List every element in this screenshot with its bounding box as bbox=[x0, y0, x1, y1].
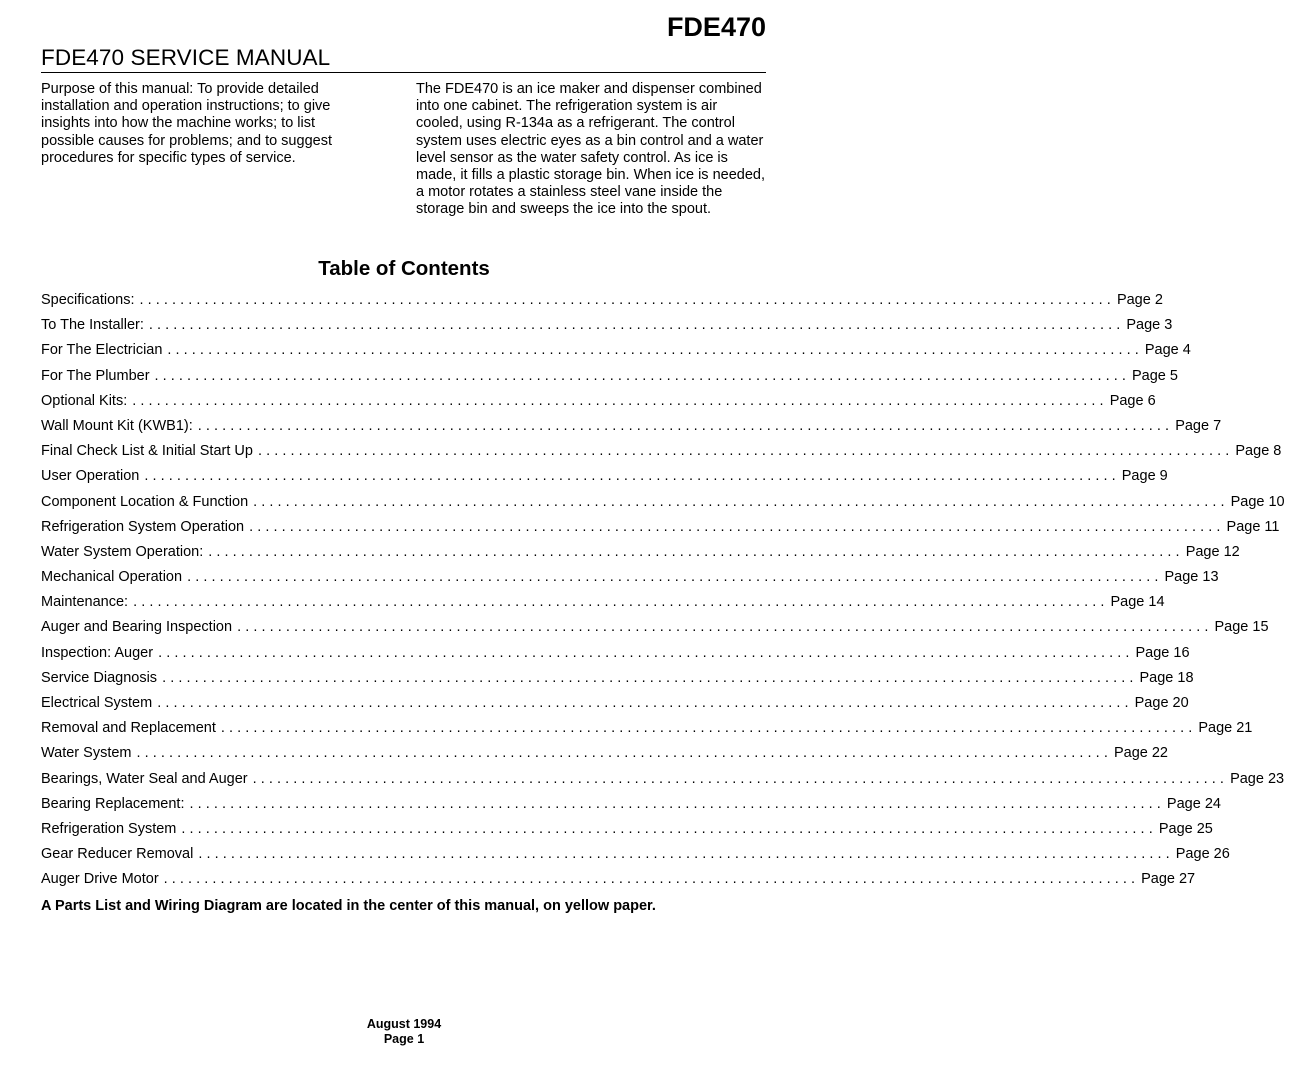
dot-leader: ........................................................................................................................ bbox=[181, 820, 1157, 837]
dot-leader: ........................................................................................................................ bbox=[148, 317, 1125, 334]
toc-entry-page: Page 26 bbox=[1174, 842, 1234, 867]
toc-entry-label: Optional Kits: bbox=[41, 389, 129, 414]
toc-entry-page: Page 14 bbox=[1109, 590, 1169, 615]
toc-entry[interactable] bbox=[41, 641, 1190, 666]
toc-entry-label: Auger Drive Motor bbox=[41, 867, 161, 892]
toc-entry-page: Page 20 bbox=[1133, 691, 1193, 716]
toc-entry-label: Auger and Bearing Inspection bbox=[41, 615, 234, 640]
toc-entry-label: For The Plumber bbox=[41, 364, 152, 389]
dot-leader: ........................................................................................................................ bbox=[237, 619, 1213, 636]
toc-entry[interactable] bbox=[41, 716, 1253, 741]
toc-entry[interactable] bbox=[41, 590, 1165, 615]
dot-leader: ........................................................................................................................ bbox=[220, 720, 1197, 737]
toc-entry-label: Specifications: bbox=[41, 288, 137, 313]
toc-entry-label: User Operation bbox=[41, 464, 141, 489]
title-block bbox=[41, 45, 766, 73]
dot-leader: ........................................................................................................................ bbox=[252, 770, 1229, 787]
page-number: Page 1 bbox=[383, 1032, 425, 1046]
toc-entry[interactable] bbox=[41, 666, 1194, 691]
toc-entry-label: Gear Reducer Removal bbox=[41, 842, 195, 867]
toc-entry-page: Page 25 bbox=[1157, 817, 1217, 842]
toc-entry-page: Page 27 bbox=[1139, 867, 1199, 892]
toc-heading: Table of Contents bbox=[318, 257, 490, 280]
toc-entry[interactable] bbox=[41, 389, 1156, 414]
dot-leader: ........................................................................................................................ bbox=[187, 569, 1163, 586]
toc-entry-page: Page 23 bbox=[1228, 767, 1288, 792]
toc-entry-page: Page 2 bbox=[1115, 288, 1175, 313]
toc-entry-label: Water System Operation: bbox=[41, 540, 205, 565]
page-footer bbox=[0, 1017, 808, 1047]
dot-leader: ........................................................................................................................ bbox=[157, 695, 1133, 711]
description-paragraph: The FDE470 is an ice maker and dispenser combined into one cabinet. The refrigeration system is air cooled, using R-134a as a refrigerant. The control system uses electric eyes as a bin control and a water level sensor as the water safety control. As ice is made, it fills a plastic storage bin. When ice is needed, a motor rotates a stainless steel vane inside the storage bin and sweeps the ice into the spout. bbox=[416, 81, 765, 218]
toc-entry-label: Bearings, Water Seal and Auger bbox=[41, 767, 250, 792]
dot-leader: ........................................................................................................................ bbox=[154, 367, 1130, 384]
dot-leader: ........................................................................................................................ bbox=[162, 669, 1138, 686]
dot-leader: ........................................................................................................................ bbox=[197, 417, 1174, 434]
dot-leader: ........................................................................................................................ bbox=[158, 644, 1134, 661]
toc-entry[interactable] bbox=[41, 439, 1282, 464]
toc-entry-page: Page 5 bbox=[1130, 364, 1190, 389]
toc-entry-page: Page 10 bbox=[1229, 490, 1289, 515]
toc-entry[interactable] bbox=[41, 540, 1240, 565]
dot-leader: ........................................................................................................................ bbox=[198, 846, 1174, 863]
toc-entry-label: Mechanical Operation bbox=[41, 565, 184, 590]
toc-entry-page: Page 7 bbox=[1173, 414, 1233, 439]
toc-entry[interactable] bbox=[41, 414, 1222, 439]
purpose-paragraph: Purpose of this manual: To provide detailed installation and operation instructions; to give insights into how the machine works; to list possible causes for problems; and to suggest procedures for specific types of service. bbox=[41, 81, 332, 166]
table-of-contents bbox=[41, 288, 1285, 893]
dot-leader: ........................................................................................................................ bbox=[133, 594, 1109, 611]
dot-leader: ........................................................................................................................ bbox=[189, 795, 1165, 812]
toc-entry[interactable] bbox=[41, 817, 1213, 842]
toc-entry-page: Page 12 bbox=[1184, 540, 1244, 565]
toc-entry[interactable] bbox=[41, 767, 1285, 792]
toc-entry-page: Page 8 bbox=[1233, 439, 1293, 464]
toc-entry-page: Page 21 bbox=[1196, 716, 1256, 741]
toc-entry-label: Electrical System bbox=[41, 691, 154, 716]
toc-entry-label: Maintenance: bbox=[41, 590, 130, 615]
toc-entry-label: Removal and Replacement bbox=[41, 716, 218, 741]
dot-leader: ........................................................................................................................ bbox=[208, 543, 1184, 560]
toc-entry[interactable] bbox=[41, 867, 1196, 892]
toc-entry-label: Final Check List & Initial Start Up bbox=[41, 439, 255, 464]
toc-entry-label: Refrigeration System bbox=[41, 817, 178, 842]
parts-list-note: A Parts List and Wiring Diagram are located in the center of this manual, on yellow paper. bbox=[41, 898, 656, 914]
dot-leader: ........................................................................................................................ bbox=[144, 468, 1120, 485]
toc-entry-label: Water System bbox=[41, 741, 134, 766]
toc-entry-label: Inspection: Auger bbox=[41, 641, 155, 666]
toc-entry[interactable] bbox=[41, 741, 1168, 766]
toc-entry-page: Page 24 bbox=[1165, 792, 1225, 817]
dot-leader: ........................................................................................................................ bbox=[253, 493, 1229, 510]
toc-entry-label: Bearing Replacement: bbox=[41, 792, 186, 817]
dot-leader: ........................................................................................................................ bbox=[139, 292, 1115, 308]
toc-entry[interactable] bbox=[41, 691, 1189, 716]
toc-entry[interactable] bbox=[41, 792, 1221, 817]
toc-entry-label: Service Diagnosis bbox=[41, 666, 159, 691]
toc-entry[interactable] bbox=[41, 842, 1230, 867]
toc-entry-label: Wall Mount Kit (KWB1): bbox=[41, 414, 195, 439]
toc-entry[interactable] bbox=[41, 464, 1168, 489]
dot-leader: ........................................................................................................................ bbox=[249, 518, 1225, 535]
toc-entry[interactable] bbox=[41, 490, 1285, 515]
toc-entry[interactable] bbox=[41, 615, 1269, 640]
toc-entry-label: Refrigeration System Operation bbox=[41, 515, 246, 540]
intro-section bbox=[41, 81, 766, 219]
page-title: FDE470 SERVICE MANUAL bbox=[41, 45, 331, 70]
dot-leader: ........................................................................................................................ bbox=[257, 443, 1234, 460]
toc-entry-page: Page 16 bbox=[1134, 641, 1194, 666]
toc-entry-page: Page 4 bbox=[1143, 338, 1203, 363]
toc-entry-label: Component Location & Function bbox=[41, 490, 250, 515]
toc-entry-label: For The Electrician bbox=[41, 338, 164, 363]
toc-entry-page: Page 13 bbox=[1163, 565, 1223, 590]
toc-entry[interactable] bbox=[41, 364, 1178, 389]
toc-entry[interactable] bbox=[41, 565, 1219, 590]
dot-leader: ........................................................................................................................ bbox=[167, 342, 1143, 359]
toc-entry-page: Page 22 bbox=[1112, 741, 1172, 766]
toc-entry-page: Page 15 bbox=[1213, 615, 1273, 640]
toc-entry-page: Page 3 bbox=[1124, 313, 1184, 338]
toc-entry-page: Page 6 bbox=[1108, 389, 1168, 414]
publication-date: August 1994 bbox=[366, 1017, 442, 1031]
dot-leader: ........................................................................................................................ bbox=[163, 871, 1140, 888]
toc-entry-page: Page 9 bbox=[1120, 464, 1180, 489]
toc-entry-page: Page 11 bbox=[1225, 515, 1285, 540]
dot-leader: ........................................................................................................................ bbox=[132, 392, 1108, 409]
toc-entry[interactable] bbox=[41, 338, 1191, 363]
toc-entry[interactable] bbox=[41, 288, 1163, 313]
toc-entry-page: Page 18 bbox=[1138, 666, 1198, 691]
dot-leader: ........................................................................................................................ bbox=[136, 745, 1112, 762]
toc-entry-label: To The Installer: bbox=[41, 313, 146, 338]
toc-entry[interactable] bbox=[41, 515, 1280, 540]
model-number: FDE470 bbox=[666, 12, 766, 42]
toc-entry[interactable] bbox=[41, 313, 1173, 338]
